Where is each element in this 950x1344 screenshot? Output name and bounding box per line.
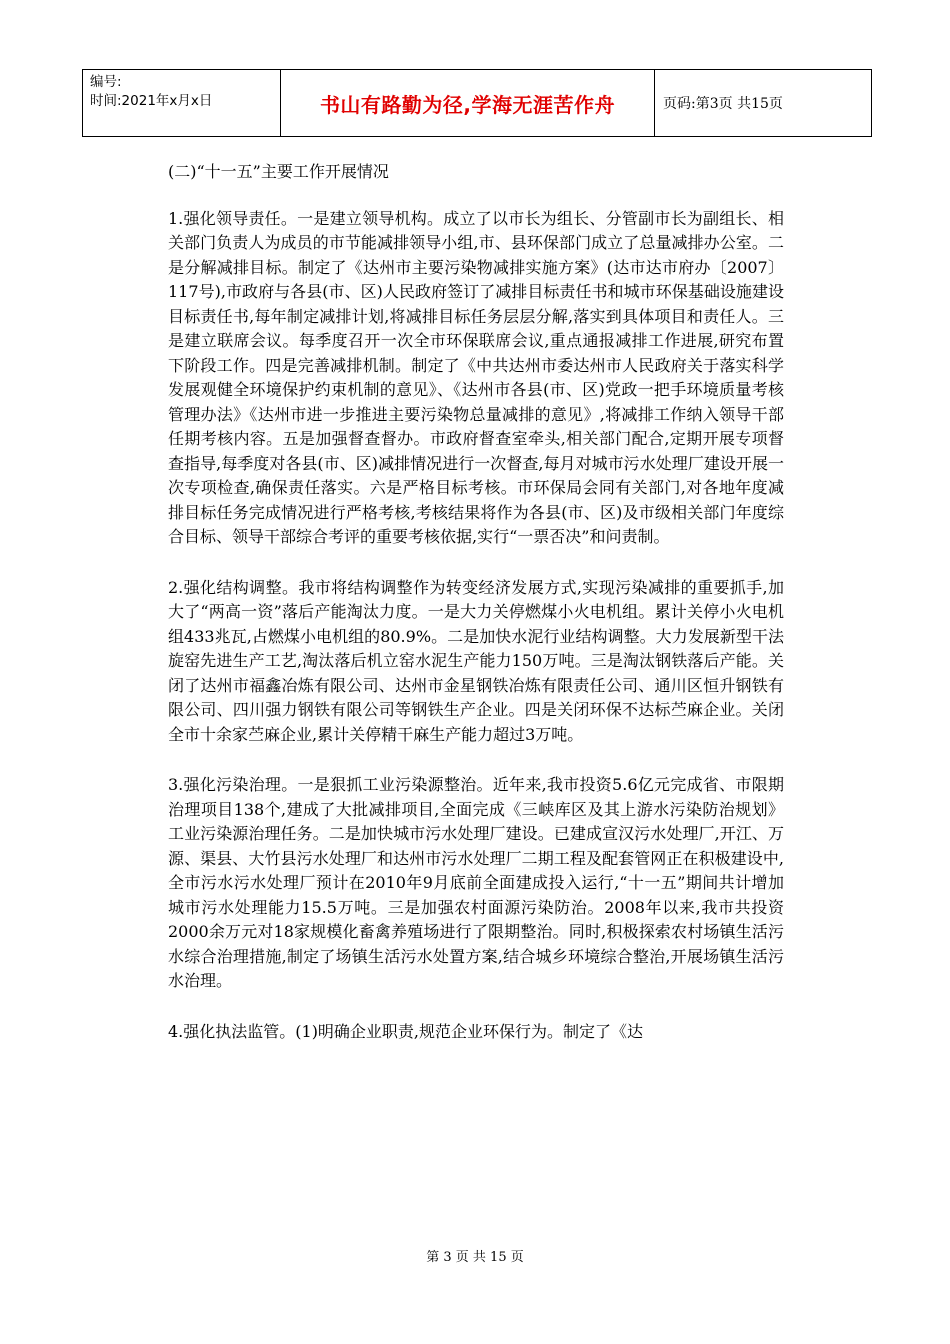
paragraph-3: 3.强化污染治理。一是狠抓工业污染源整治。近年来,我市投资5.6亿元完成省、市限期治理项目138个,建成了大批减排项目,全面完成《三峡库区及其上游水污染防治规划》工业污染源治理任务。二是加快城市污水处理厂建设。已建成宣汉污水处理厂,开江、万源、渠县、大竹县污水处理厂和达州市污水处理厂二期工程及配套管网正在积极建设中,全市污水污水处理厂预计在2010年9月底前全面建成投入运行,“十一五”期间共计增加城市污水处理能力15.5万吨。三是加强农村面源污染防治。2008年以来,我市共投资2000余万元对18家规模化畜禽养殖场进行了限期整治。同时,积极探索农村场镇生活污水综合治理措施,制定了场镇生活污水处置方案,结合城乡环境综合整治,开展场镇生活污水治理。 xyxy=(168,775,784,990)
time-label: 时间:2021年x月x日 xyxy=(90,93,213,109)
paragraph-4: 4.强化执法监管。(1)明确企业职责,规范企业环保行为。制定了《达 xyxy=(168,1021,644,1041)
header-meta xyxy=(83,70,281,136)
page-footer: 第 3 页 共 15 页 xyxy=(426,1250,524,1265)
document-body xyxy=(168,160,784,1070)
header-motto: 书山有路勤为径,学海无涯苦作舟 xyxy=(281,70,655,136)
paragraph-2: 2.强化结构调整。我市将结构调整作为转变经济发展方式,实现污染减排的重要抓手,加大了“两高一资”落后产能淘汰力度。一是大力关停燃煤小火电机组。累计关停小火电机组433兆瓦,占燃煤小电机组的80.9%。二是加快水泥行业结构调整。大力发展新型干法旋窑先进生产工艺,淘汰落后机立窑水泥生产能力150万吨。三是淘汰钢铁落后产能。关闭了达州市福鑫冶炼有限公司、达州市金星钢铁冶炼有限责任公司、通川区恒升钢铁有限公司、四川强力钢铁有限公司等钢铁生产企业。四是关闭环保不达标苎麻企业。关闭全市十余家苎麻企业,累计关停精干麻生产能力超过3万吨。 xyxy=(168,577,784,744)
paragraph-1: 1.强化领导责任。一是建立领导机构。成立了以市长为组长、分管副市长为副组长、相关部门负责人为成员的市节能减排领导小组,市、县环保部门成立了总量减排办公室。二是分解减排目标。制定了《达州市主要污染物减排实施方案》(达市达市府办〔2007〕117号),市政府与各县(市、区)人民政府签订了减排目标责任书和城市环保基础设施建设目标责任书,每年制定减排计划,将减排目标任务层层分解,落实到具体项目和责任人。三是建立联席会议。每季度召开一次全市环保联席会议,重点通报减排工作进展,研究布置下阶段工作。四是完善减排机制。制定了《中共达州市委达州市人民政府关于落实科学发展观健全环境保护约束机制的意见》、《达州市各县(市、区)党政一把手环境质量考核管理办法》《达州市进一步推进主要污染物总量减排的意见》,将减排工作纳入领导干部任期考核内容。五是加强督查督办。市政府督查室牵头,相关部门配合,定期开展专项督查指导,每季度对各县(市、区)减排情况进行一次督查,每月对城市污水处理厂建设开展一次专项检查,确保责任落实。六是严格目标考核。市环保局会同有关部门,对各地年度减排目标任务完成情况进行严格考核,考核结果将作为各县(市、区)及市级相关部门年度综合目标、领导干部综合考评的重要考核依据,实行“一票否决”和问责制。 xyxy=(168,208,784,546)
section-heading: (二)“十一五”主要工作开展情况 xyxy=(168,162,389,181)
page-header xyxy=(82,69,872,137)
header-page-info: 页码:第3页 共15页 xyxy=(663,96,783,112)
number-label: 编号: xyxy=(90,74,122,90)
